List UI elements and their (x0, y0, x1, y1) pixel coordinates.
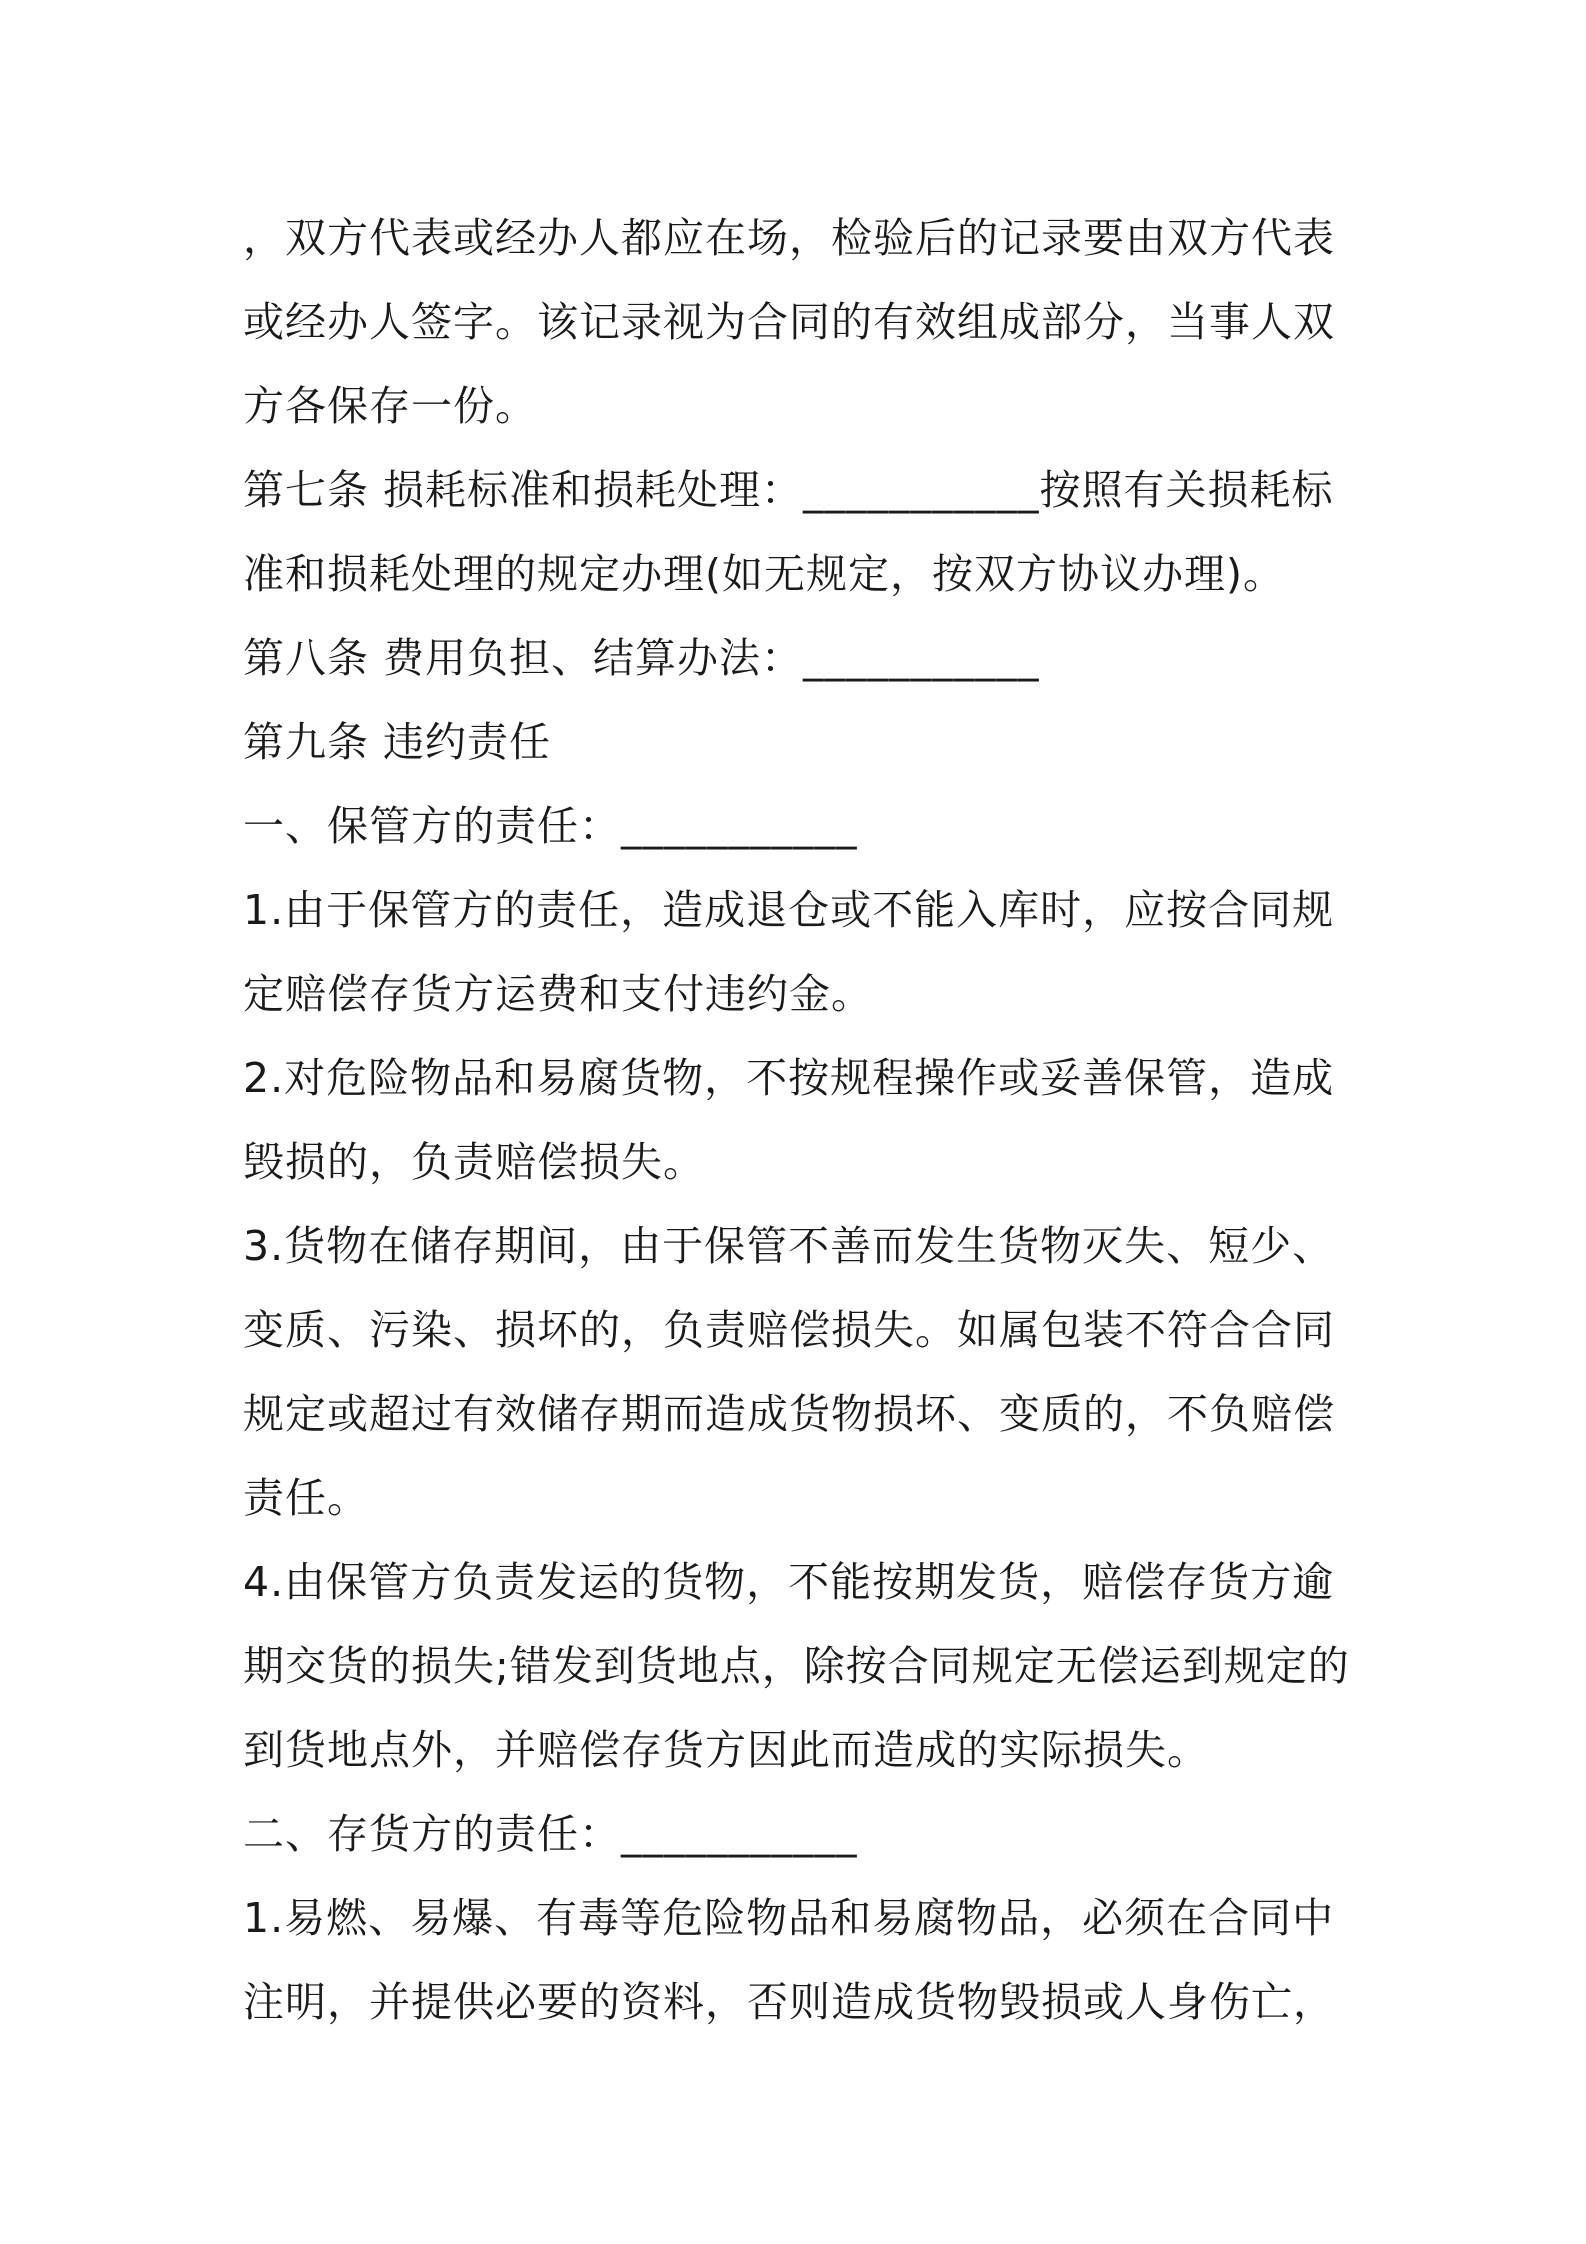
text-line: 方各保存一份。 (243, 382, 537, 430)
text-line: 规定或超过有效储存期而造成货物损坏、变质的，不负赔偿 (243, 1390, 1335, 1438)
text-line: 3.货物在储存期间，由于保管不善而发生货物灭失、短少、 (243, 1222, 1335, 1270)
text-line: 到货地点外，并赔偿存货方因此而造成的实际损失。 (243, 1726, 1209, 1774)
text-line: 变质、污染、损坏的，负责赔偿损失。如属包装不符合合同 (243, 1306, 1335, 1354)
section-1-heading: 一、保管方的责任：___________ (243, 802, 858, 850)
text-line: 或经办人签字。该记录视为合同的有效组成部分，当事人双 (243, 298, 1335, 346)
contract-text (243, 196, 1373, 2044)
text-line: 毁损的，负责赔偿损失。 (243, 1138, 705, 1186)
section-2-heading: 二、存货方的责任：___________ (243, 1810, 858, 1858)
text-line: 1.易燃、易爆、有毒等危险物品和易腐物品，必须在合同中 (243, 1894, 1335, 1942)
text-line: 定赔偿存货方运费和支付违约金。 (243, 970, 873, 1018)
text-line: 责任。 (243, 1474, 369, 1522)
text-line: 1.由于保管方的责任，造成退仓或不能入库时，应按合同规 (243, 886, 1335, 934)
text-line: 准和损耗处理的规定办理(如无规定，按双方协议办理)。 (243, 550, 1285, 598)
article-9-heading: 第九条 违约责任 (243, 718, 552, 766)
text-line: 4.由保管方负责发运的货物，不能按期发货，赔偿存货方逾 (243, 1558, 1335, 1606)
text-line: 2.对危险物品和易腐货物，不按规程操作或妥善保管，造成 (243, 1054, 1335, 1102)
text-line: ，双方代表或经办人都应在场，检验后的记录要由双方代表 (243, 214, 1335, 262)
article-7-heading: 第七条 损耗标准和损耗处理：___________按照有关损耗标 (243, 466, 1334, 514)
article-8-heading: 第八条 费用负担、结算办法：___________ (243, 634, 1040, 682)
text-line: 注明，并提供必要的资料，否则造成货物毁损或人身伤亡， (243, 1978, 1335, 2026)
text-line: 期交货的损失;错发到货地点，除按合同规定无偿运到规定的 (243, 1642, 1350, 1690)
